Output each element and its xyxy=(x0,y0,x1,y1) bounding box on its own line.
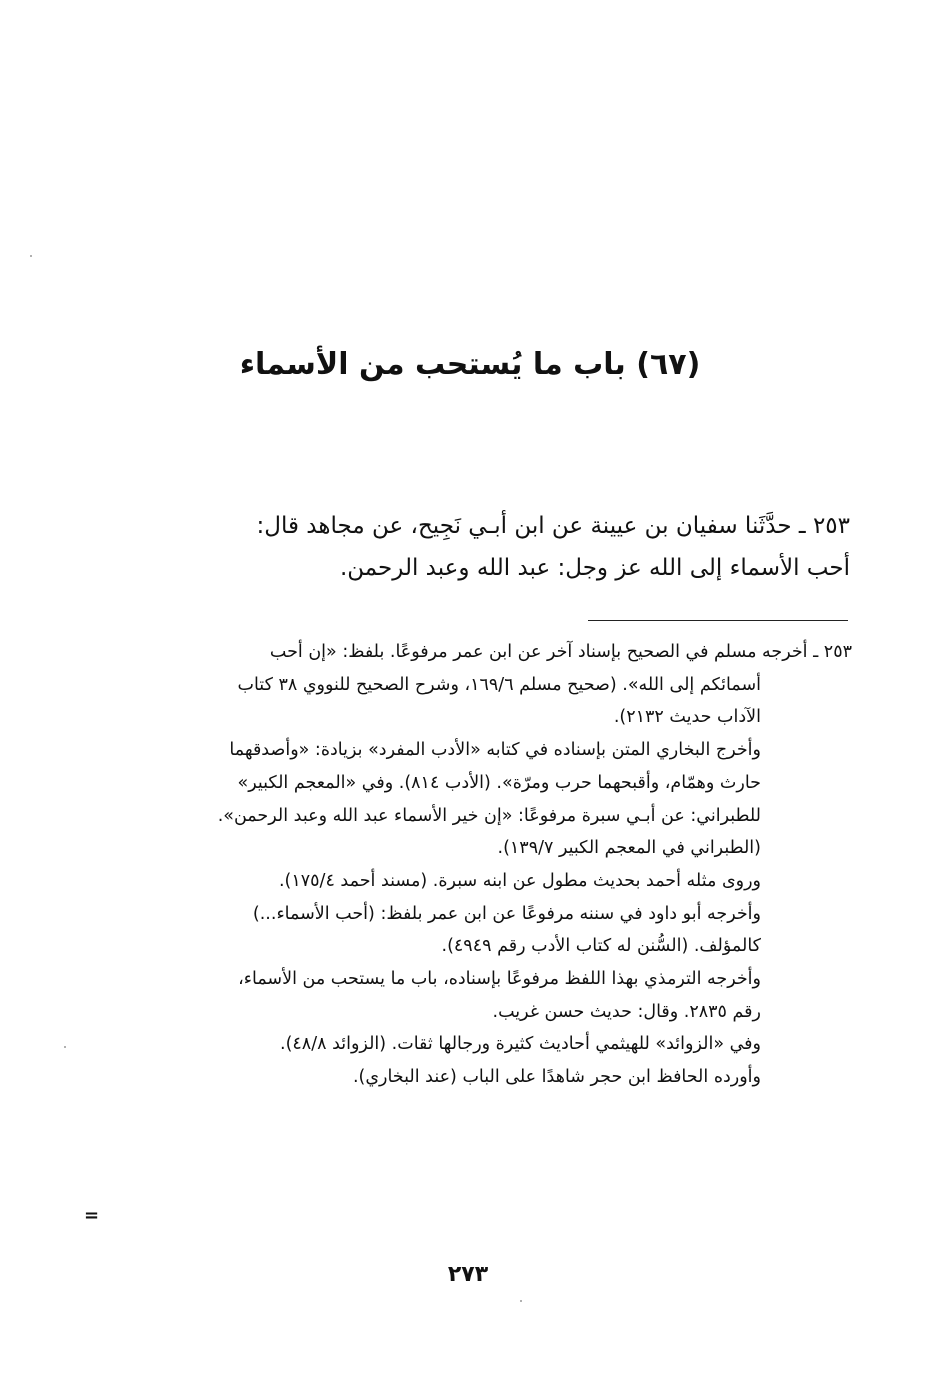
continuation-mark: = xyxy=(84,1205,100,1226)
footnote-line: (الطبراني في المعجم الكبير ١٣٩/٧). xyxy=(497,838,761,859)
footnote-line: رقم ٢٨٣٥. وقال: حديث حسن غريب. xyxy=(492,1001,761,1022)
scan-speck xyxy=(520,1300,522,1302)
hadith-line-1: ٢٥٣ ـ حدَّثَنا سفيان بن عيينة عن ابن أبـي نَجِيح، عن مجاهد قال: xyxy=(256,513,850,539)
scan-speck xyxy=(30,255,32,257)
footnote-separator xyxy=(588,620,848,621)
footnote-line: وأورده الحافظ ابن حجر شاهدًا على الباب (عند البخاري). xyxy=(352,1067,761,1088)
footnote-line: ٢٥٣ ـ أخرجه مسلم في الصحيح بإسناد آخر عن ابن عمر مرفوعًا. بلفظ: «إن أحب xyxy=(269,642,852,662)
footnote-line: الآداب حديث ٢١٣٢). xyxy=(613,707,761,728)
footnote-line: وأخرجه الترمذي بهذا اللفظ مرفوعًا بإسناده، باب ما يستحب من الأسماء، xyxy=(238,969,761,990)
footnote-line: كالمؤلف. (السُّنن له كتاب الأدب رقم ٤٩٤٩). xyxy=(441,936,761,957)
footnote-line: أسمائكم إلى الله». (صحيح مسلم ١٦٩/٦، وشرح الصحيح للنووي ٣٨ كتاب xyxy=(237,674,761,695)
scan-speck xyxy=(64,1046,66,1048)
hadith-text xyxy=(88,505,850,589)
footnote-line: للطبراني: عن أبـي سبرة مرفوعًا: «إن خير الأسماء عبد الله وعبد الرحمن». xyxy=(217,805,761,826)
footnote-line: وأخرج البخاري المتن بإسناده في كتابه «الأدب المفرد» بزيادة: «وأصدقهما xyxy=(229,740,761,761)
chapter-title: (٦٧) باب ما يُستحب من الأسماء xyxy=(239,347,701,382)
footnote-line: حارث وهمّام، وأقبحهما حرب ومرّة». (الأدب ٨١٤). وفي «المعجم الكبير» xyxy=(237,772,761,793)
footnote-line: وفي «الزوائد» للهيثمي أحاديث كثيرة ورجالها ثقات. (الزوائد ٤٨/٨). xyxy=(280,1034,761,1055)
footnote-line: وروى مثله أحمد بحديث مطول عن ابنه سبرة. (مسند أحمد ١٧٥/٤). xyxy=(278,870,761,891)
footnote-line: وأخرجه أبو داود في سننه مرفوعًا عن ابن عمر بلفظ: (أحب الأسماء...) xyxy=(252,903,761,924)
page-number: ٢٧٣ xyxy=(447,1262,489,1287)
hadith-line-2: أحب الأسماء إلى الله عز وجل: عبد الله وعبد الرحمن. xyxy=(339,555,850,581)
footnotes xyxy=(92,636,852,1094)
